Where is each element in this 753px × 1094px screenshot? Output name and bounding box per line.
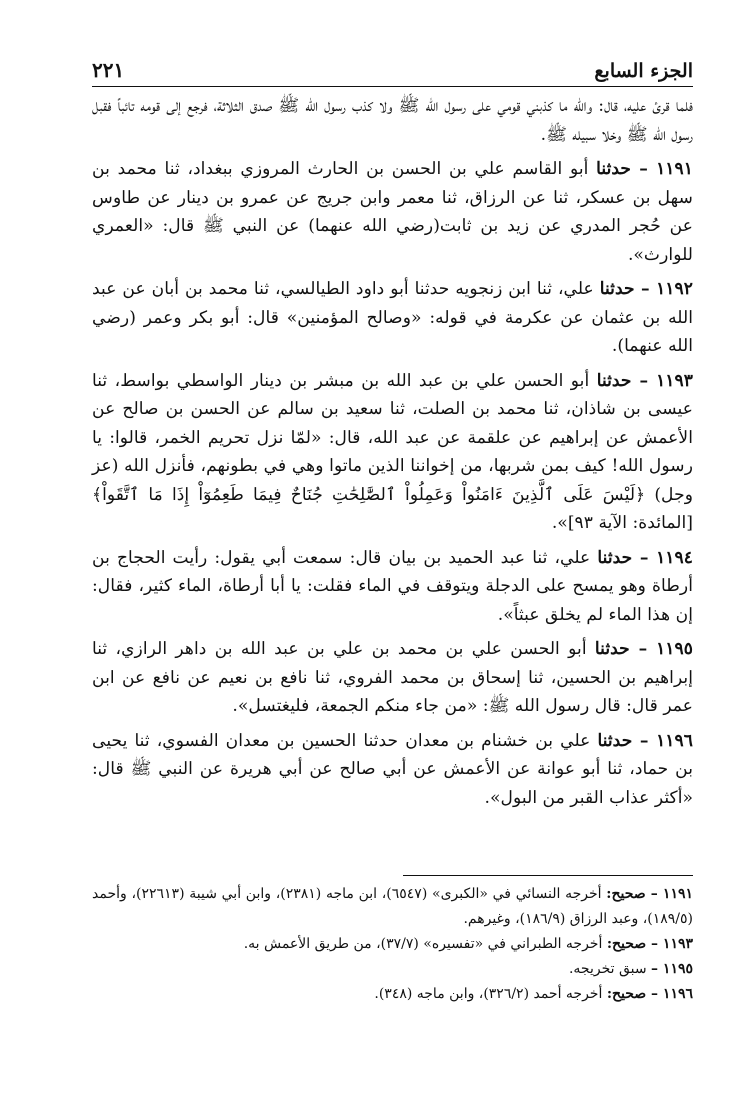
hadith-1193 xyxy=(92,367,693,538)
hadith-number: ١١٩٦ – حدثنا xyxy=(597,730,694,751)
footnote-1191 xyxy=(92,882,693,932)
footnote-divider xyxy=(403,875,693,876)
running-title: الجزء السابع xyxy=(594,60,693,82)
footnote-text: أخرجه النسائي في «الكبرى» (٦٥٤٧)، ابن ماجه (٢٣٨١)، وابن أبي شيبة (٢٢٦١٣)، وأحمد (١٨٩/٥)، وعبد الرزاق (١٨٦/٩)، وغيرهم. xyxy=(92,886,693,927)
footnote-number: ١١٩٦ – صحيح: xyxy=(606,986,693,1002)
hadith-1196 xyxy=(92,727,693,813)
hadith-1191 xyxy=(92,155,693,269)
page-number: ٢٢١ xyxy=(92,58,125,82)
footnote-1193 xyxy=(92,932,693,957)
footnotes xyxy=(92,882,693,1007)
footnote-text: أخرجه أحمد (٣٢٦/٢)، وابن ماجه (٣٤٨). xyxy=(374,986,603,1002)
hadith-number: ١١٩٣ – حدثنا xyxy=(596,370,694,391)
hadith-number: ١١٩٤ – حدثنا xyxy=(597,547,693,568)
footnote-1195 xyxy=(92,957,693,982)
hadith-text: أبو القاسم علي بن الحسن بن الحارث المروزي ببغداد، ثنا محمد بن سهل بن عسكر، ثنا عن الرزاق، ثنا معمر وابن جريج عن عمرو بن دينار عن طاوس عن حُجر المدري عن زيد بن ثابت(رضي الله عنهما) عن النبي ﷺ قال: «العمري للوارث». xyxy=(92,159,693,265)
footnote-text: سبق تخريجه. xyxy=(568,961,647,977)
hadith-1192 xyxy=(92,275,693,361)
footnote-number: ١١٩١ – صحيح: xyxy=(606,886,693,902)
hadith-text: علي بن خشنام بن معدان حدثنا الحسين بن معدان الفسوي، ثنا يحيى بن حماد، ثنا أبو عوانة عن الأعمش عن أبي صالح عن أبي هريرة عن النبي ﷺ قال: «أكثر عذاب القبر من البول». xyxy=(92,730,693,808)
hadith-number: ١١٩٥ – حدثنا xyxy=(594,639,693,659)
hadith-number: ١١٩١ – حدثنا xyxy=(596,159,694,179)
hadith-1194 xyxy=(92,544,693,630)
hadith-text: أبو الحسن علي بن عبد الله بن مبشر بن دينار الواسطي بواسط، ثنا عيسى بن شاذان، ثنا محمد بن الصلت، ثنا سعيد بن سالم عن الحسن بن صالح عن الأعمش عن إبراهيم عن علقمة عن عبد الله، قال: «لمّا نزل تحريم الخمر، قالوا: يا رسول الله! كيف بمن شربها، من إخواننا الذين ماتوا وهي في بطونهم، فأنزل الله (عز وجل) ﴿لَيْسَ عَلَى ٱلَّذِينَ ءَامَنُواْ وَعَمِلُواْ ٱلصَّٰلِحَٰتِ جُنَاحٌ فِيمَا طَعِمُوٓاْ إِذَا مَا ٱتَّقَواْ﴾ [المائدة: الآية ٩٣]». xyxy=(92,370,693,533)
hadith-text: علي، ثنا عبد الحميد بن بيان قال: سمعت أبي يقول: رأيت الحجاج بن أرطاة وهو يمسح على الدجلة ويتوقف في الماء فقلت: يا أبا أرطاة، الماء كثير، فقال: إن هذا الماء لم يخلق عبثاً». xyxy=(92,547,693,625)
hadith-text: علي، ثنا ابن زنجويه حدثنا أبو داود الطيالسي، ثنا محمد بن أبان عن عبد الله بن عثمان عن عكرمة في قوله: «وصالح المؤمنين» قال: أبو بكر وعمر (رضي الله عنهما). xyxy=(92,279,693,356)
footnote-1196 xyxy=(92,982,693,1007)
paragraph xyxy=(92,92,693,149)
hadith-text: أبو الحسن علي بن محمد بن علي بن عبد الله بن داهر الرازي، ثنا إبراهيم بن الحسين، ثنا إسحاق بن محمد الفروي، ثنا نافع بن نعيم عن نافع عن ابن عمر قال: قال رسول الله ﷺ: «من جاء منكم الجمعة، فليغتسل». xyxy=(92,639,693,716)
footnote-number: ١١٩٣ – صحيح: xyxy=(606,936,693,952)
main-text xyxy=(92,92,693,818)
hadith-number: ١١٩٢ – حدثنا xyxy=(599,279,693,299)
paragraph-text: فلما قرئ عليه، قال: والله ما كذبني قومي على رسول الله ﷺ ولا كذب رسول الله ﷺ صدق الثلاثة، فرجع إلى قومه تائباً فقبل رسول الله ﷺ وخلا سبيله ﷺ. xyxy=(92,96,693,145)
footnote-number: ١١٩٥ – xyxy=(651,961,693,977)
page-header xyxy=(92,44,693,87)
footnote-text: أخرجه الطبراني في «تفسيره» (٣٧/٧)، من طريق الأعمش به. xyxy=(243,936,603,952)
hadith-1195 xyxy=(92,635,693,721)
